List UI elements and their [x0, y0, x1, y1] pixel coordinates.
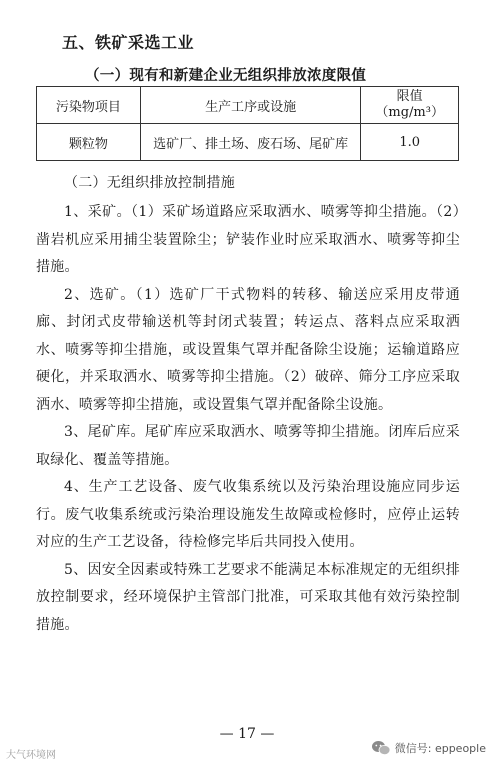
measures-body	[36, 199, 460, 639]
table-header-row	[37, 87, 459, 124]
page-number: — 17 —	[219, 726, 275, 742]
header-process: 生产工序或设施	[140, 87, 361, 124]
header-limit-label: 限值	[396, 89, 423, 104]
emission-limits-table	[36, 86, 459, 161]
wechat-icon	[371, 740, 391, 756]
paragraph-exemption: 5、因安全因素或特殊工艺要求不能满足本标准规定的无组织排放控制要求，经环境保护主管部门批准，可采取其他有效污染控制措施。	[36, 561, 460, 633]
header-limit	[361, 87, 459, 124]
cell-process: 选矿厂、排土场、废石场、尾矿库	[140, 124, 361, 161]
section-title: 五、铁矿采选工业	[62, 33, 195, 52]
subsection-title-limits: （一）现有和新建企业无组织排放浓度限值	[85, 67, 367, 84]
watermark-left: 大气环境网	[6, 750, 56, 761]
cell-limit-value: 1.0	[361, 124, 459, 161]
header-pollutant: 污染物项目	[37, 87, 141, 124]
subsection-title-measures: （二）无组织排放控制措施	[64, 175, 235, 191]
watermark-right	[371, 740, 486, 756]
paragraph-beneficiation: 2、选矿。（1）选矿厂干式物料的转移、输送应采用皮带通廊、封闭式皮带输送机等封闭式装置；转运点、落料点应采取洒水、喷雾等抑尘措施，或设置集气罩并配备除尘设施；运输道路应硬化，并采取洒水、喷雾等抑尘措施。（2）破碎、筛分工序应采取洒水、喷雾等抑尘措施，或设置集气罩并配备除尘设施。	[36, 286, 460, 413]
cell-pollutant: 颗粒物	[37, 124, 141, 161]
header-limit-unit: （mg/m³）	[375, 105, 444, 120]
paragraph-tailings: 3、尾矿库。尾矿库应采取洒水、喷雾等抑尘措施。闭库后应采取绿化、覆盖等措施。	[36, 424, 460, 468]
watermark-right-text: 微信号: eppeople	[394, 742, 486, 755]
paragraph-equipment: 4、生产工艺设备、废气收集系统以及污染治理设施应同步运行。废气收集系统或污染治理设施发生故障或检修时，应停止运转对应的生产工艺设备，待检修完毕后共同投入使用。	[36, 479, 460, 550]
table-row	[37, 124, 459, 161]
paragraph-mining: 1、采矿。（1）采矿场道路应采取洒水、喷雾等抑尘措施。（2）凿岩机应采用捕尘装置除尘；铲装作业时应采取洒水、喷雾等抑尘措施。	[36, 204, 460, 275]
